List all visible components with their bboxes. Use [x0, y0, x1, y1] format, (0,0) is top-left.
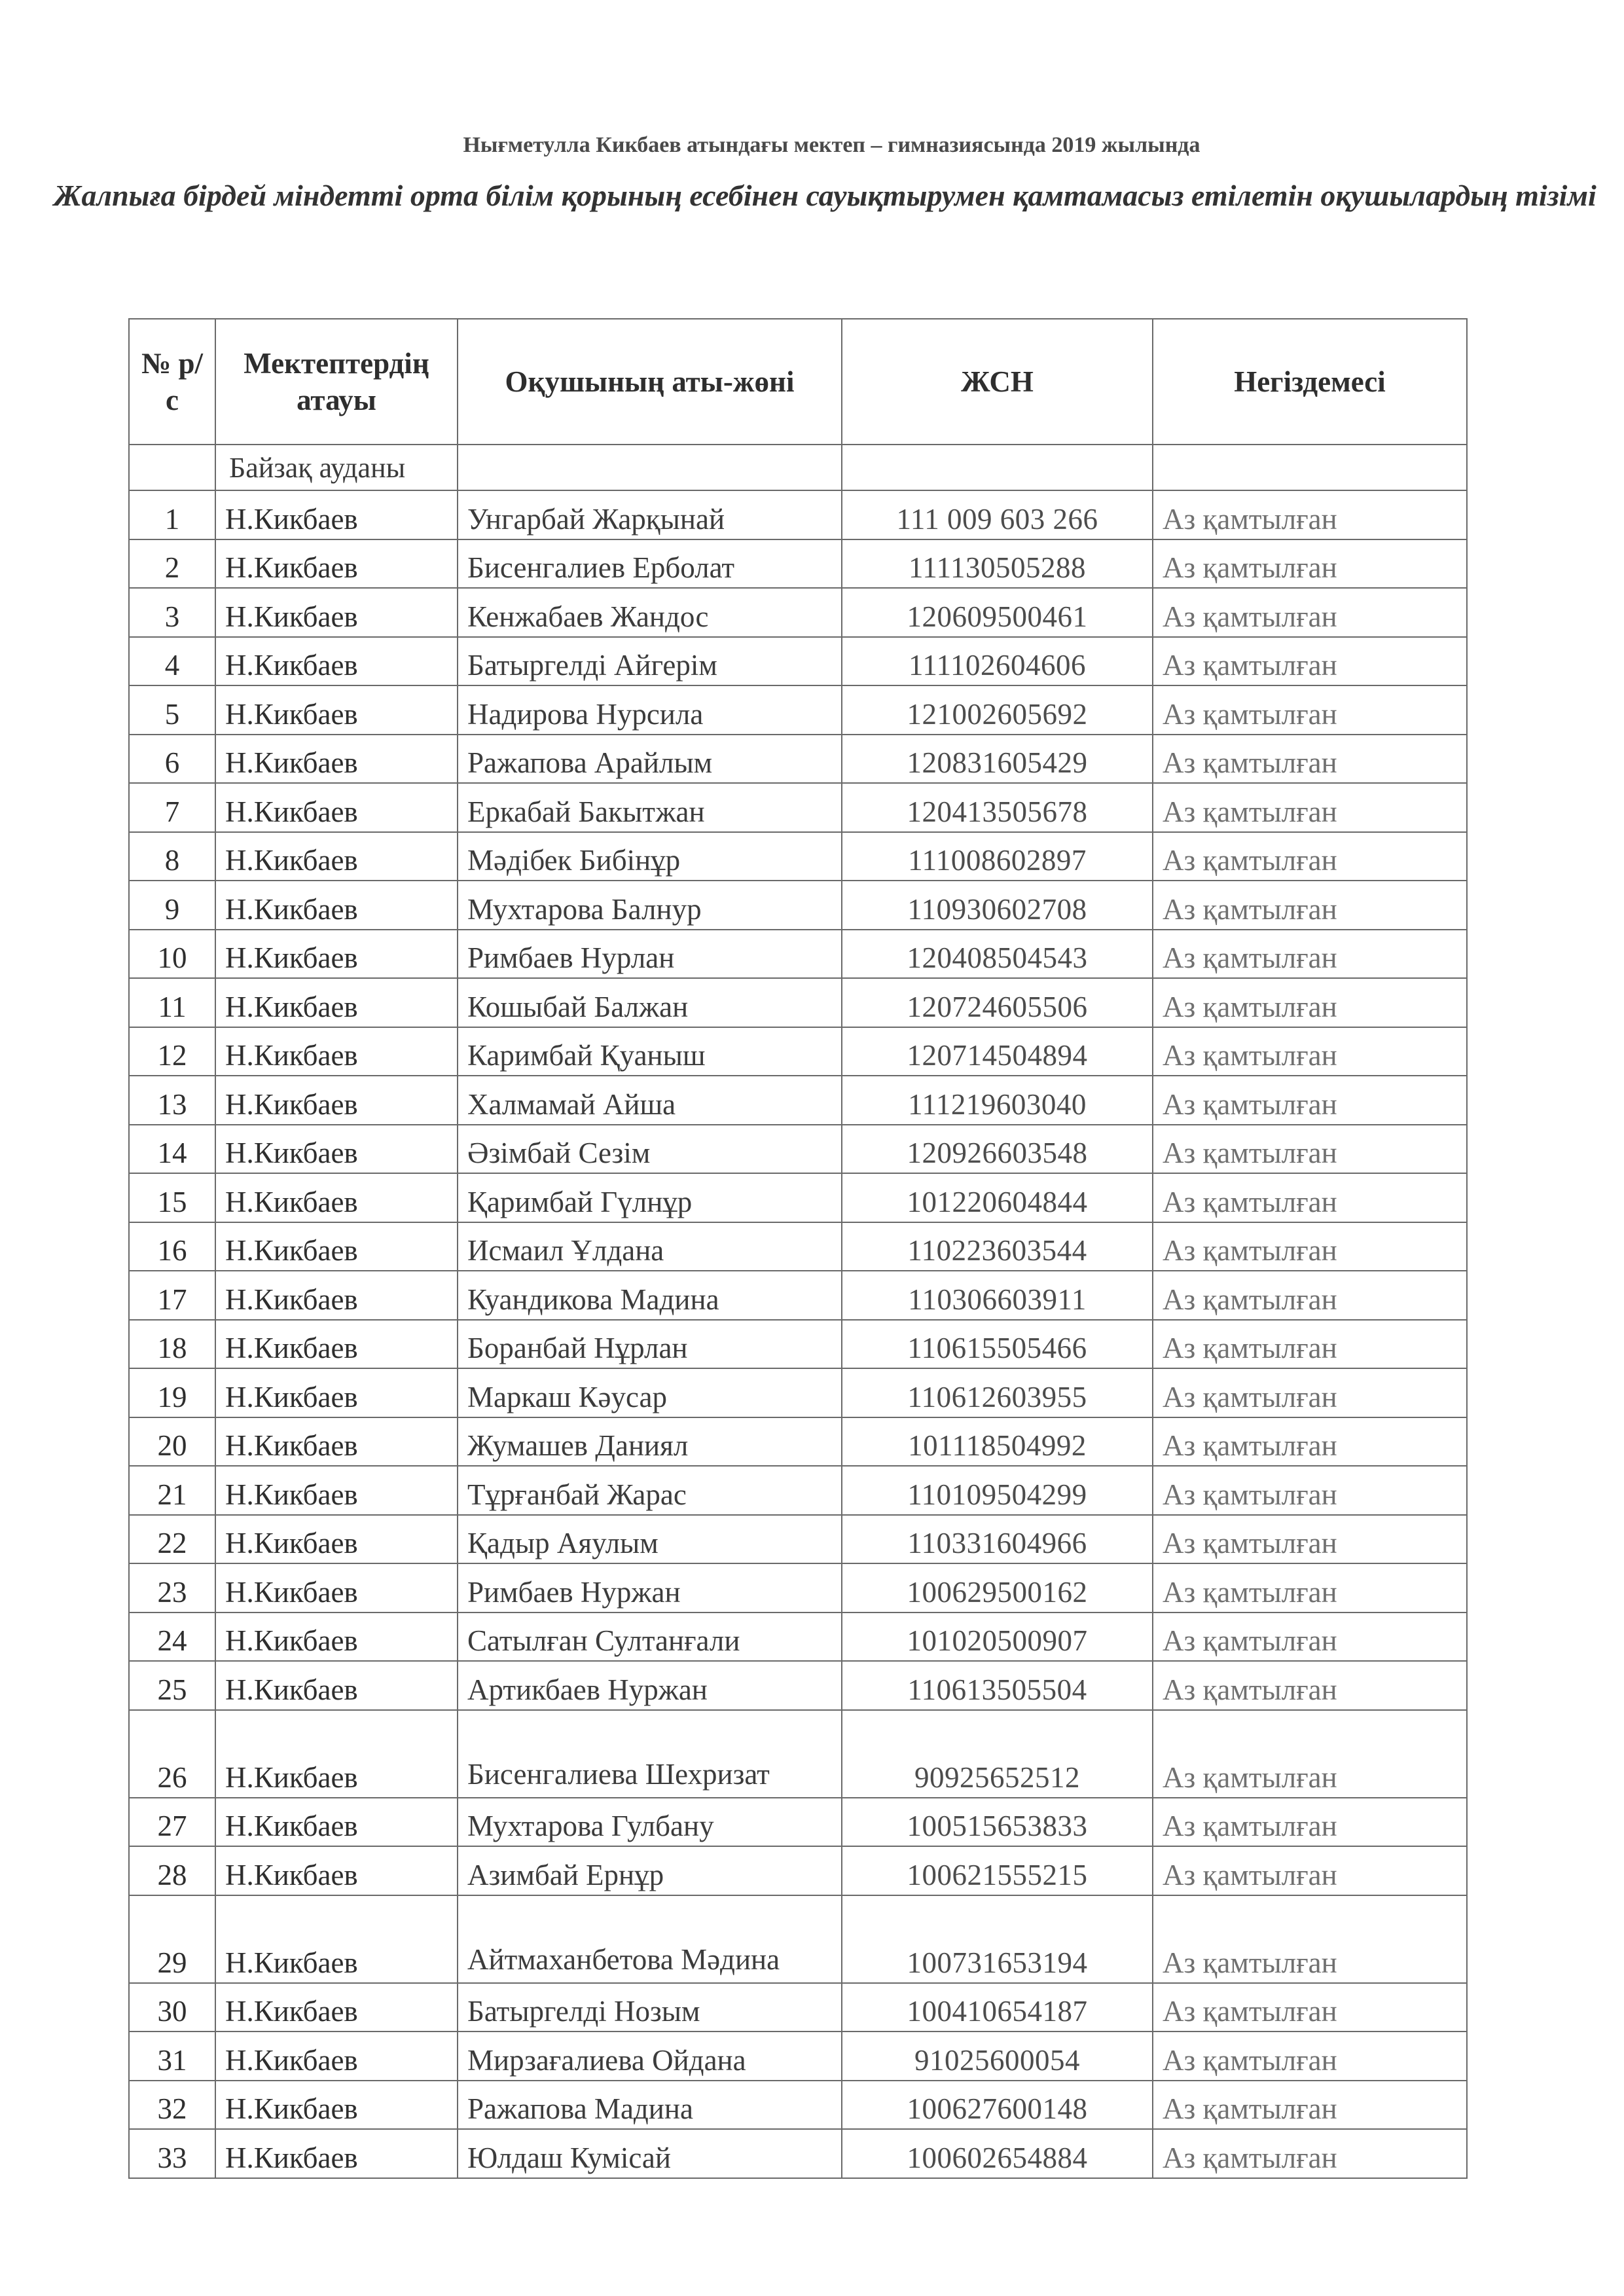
- table-row: [129, 1798, 1467, 1847]
- student-name: Римбаев Нуржан: [458, 1563, 842, 1613]
- basis-text: Аз қамтылған: [1153, 1076, 1467, 1125]
- table-row: [129, 881, 1467, 930]
- basis-text: Аз қамтылған: [1153, 1222, 1467, 1271]
- table-row: [129, 1563, 1467, 1613]
- student-iin: 100627600148: [842, 2081, 1153, 2130]
- column-header-school-label: Мектептердің атауы: [244, 347, 429, 416]
- basis-text: Аз қамтылған: [1153, 1417, 1467, 1467]
- student-iin: 121002605692: [842, 685, 1153, 735]
- basis-text: Аз қамтылған: [1153, 1320, 1467, 1369]
- student-iin: 110223603544: [842, 1222, 1153, 1271]
- table-row: [129, 1466, 1467, 1515]
- school-name: Н.Кикбаев: [215, 1271, 458, 1320]
- row-number: 22: [129, 1515, 215, 1564]
- student-name: Еркабай Бакытжан: [458, 783, 842, 832]
- school-name: Н.Кикбаев: [215, 1466, 458, 1515]
- student-iin: 110109504299: [842, 1466, 1153, 1515]
- basis-text: Аз қамтылған: [1153, 1563, 1467, 1613]
- student-name: Ражапова Арайлым: [458, 735, 842, 784]
- table-row: [129, 1613, 1467, 1662]
- student-name: Артикбаев Нуржан: [458, 1661, 842, 1710]
- student-name: Римбаев Нурлан: [458, 930, 842, 979]
- row-number: 12: [129, 1027, 215, 1076]
- student-iin: 111 009 603 266: [842, 490, 1153, 539]
- row-number: 1: [129, 490, 215, 539]
- student-iin: 111008602897: [842, 832, 1153, 881]
- student-name: Каримбай Қуаныш: [458, 1027, 842, 1076]
- table-row: [129, 1895, 1467, 1983]
- row-number: 31: [129, 2032, 215, 2081]
- student-iin: 120609500461: [842, 588, 1153, 637]
- table-row: [129, 978, 1467, 1027]
- student-name: Әзімбай Сезім: [458, 1125, 842, 1174]
- table-row: [129, 1222, 1467, 1271]
- row-number: 23: [129, 1563, 215, 1613]
- student-iin: 111102604606: [842, 637, 1153, 686]
- student-name: Батыргелді Айгерім: [458, 637, 842, 686]
- student-iin: 100629500162: [842, 1563, 1153, 1613]
- student-iin: 100515653833: [842, 1798, 1153, 1847]
- student-name: Мухтарова Гулбану: [458, 1798, 842, 1847]
- school-name: Н.Кикбаев: [215, 1983, 458, 2032]
- row-number: 11: [129, 978, 215, 1027]
- basis-text: Аз қамтылған: [1153, 783, 1467, 832]
- basis-text: Аз қамтылған: [1153, 1125, 1467, 1174]
- student-name: Бисенгалиева Шехризат: [458, 1710, 842, 1798]
- row-number: 14: [129, 1125, 215, 1174]
- student-name: Азимбай Ернұр: [458, 1846, 842, 1895]
- column-header-name: Оқушының аты-жөні: [458, 319, 842, 445]
- school-name: Н.Кикбаев: [215, 1846, 458, 1895]
- basis-text: Аз қамтылған: [1153, 832, 1467, 881]
- table-row: [129, 1076, 1467, 1125]
- school-name: Н.Кикбаев: [215, 1798, 458, 1847]
- student-name: Исмаил Ұлдана: [458, 1222, 842, 1271]
- row-number: 16: [129, 1222, 215, 1271]
- student-iin: 120413505678: [842, 783, 1153, 832]
- student-iin: 101118504992: [842, 1417, 1153, 1467]
- row-number: 4: [129, 637, 215, 686]
- table-row: [129, 1320, 1467, 1369]
- school-name: Н.Кикбаев: [215, 1125, 458, 1174]
- student-iin: 110930602708: [842, 881, 1153, 930]
- row-number: 10: [129, 930, 215, 979]
- school-name: Н.Кикбаев: [215, 685, 458, 735]
- table-row: [129, 1417, 1467, 1467]
- district-row: [129, 445, 1467, 490]
- school-name: Н.Кикбаев: [215, 1515, 458, 1564]
- student-name: Сатылған Султанғали: [458, 1613, 842, 1662]
- student-iin: 110306603911: [842, 1271, 1153, 1320]
- school-name: Н.Кикбаев: [215, 1076, 458, 1125]
- basis-text: Аз қамтылған: [1153, 2032, 1467, 2081]
- row-number: 32: [129, 2081, 215, 2130]
- student-iin: 111130505288: [842, 539, 1153, 589]
- table-row: [129, 1271, 1467, 1320]
- row-number: 33: [129, 2129, 215, 2178]
- table-row: [129, 1846, 1467, 1895]
- table-row: [129, 1661, 1467, 1710]
- student-iin: 110612603955: [842, 1368, 1153, 1417]
- document-title-line-2: Жалпыға бірдей міндетті орта білім қорының есебінен сауықтырумен қамтамасыз етілетін оқушылардың тізімі: [54, 179, 1597, 212]
- row-number: 19: [129, 1368, 215, 1417]
- district-name: Байзақ ауданы: [215, 445, 458, 490]
- school-name: Н.Кикбаев: [215, 930, 458, 979]
- table-row: [129, 2129, 1467, 2178]
- district-row-empty-cell: [129, 445, 215, 490]
- row-number: 7: [129, 783, 215, 832]
- student-name: Кенжабаев Жандос: [458, 588, 842, 637]
- school-name: Н.Кикбаев: [215, 783, 458, 832]
- basis-text: Аз қамтылған: [1153, 1613, 1467, 1662]
- district-row-empty-cell: [458, 445, 842, 490]
- table-row: [129, 783, 1467, 832]
- row-number: 24: [129, 1613, 215, 1662]
- basis-text: Аз қамтылған: [1153, 1466, 1467, 1515]
- row-number: 29: [129, 1895, 215, 1983]
- student-iin: 90925652512: [842, 1710, 1153, 1798]
- basis-text: Аз қамтылған: [1153, 1027, 1467, 1076]
- row-number: 18: [129, 1320, 215, 1369]
- student-name: Халмамай Айша: [458, 1076, 842, 1125]
- school-name: Н.Кикбаев: [215, 588, 458, 637]
- district-row-empty-cell: [1153, 445, 1467, 490]
- table-row: [129, 490, 1467, 539]
- table-row: [129, 930, 1467, 979]
- row-number: 9: [129, 881, 215, 930]
- student-iin: 120408504543: [842, 930, 1153, 979]
- basis-text: Аз қамтылған: [1153, 1798, 1467, 1847]
- student-name: Куандикова Мадина: [458, 1271, 842, 1320]
- basis-text: Аз қамтылған: [1153, 1661, 1467, 1710]
- student-name: Қаримбай Гүлнұр: [458, 1173, 842, 1222]
- school-name: Н.Кикбаев: [215, 1710, 458, 1798]
- school-name: Н.Кикбаев: [215, 1661, 458, 1710]
- table-row: [129, 1983, 1467, 2032]
- school-name: Н.Кикбаев: [215, 1563, 458, 1613]
- student-name: Мухтарова Балнур: [458, 881, 842, 930]
- student-iin: 110331604966: [842, 1515, 1153, 1564]
- student-name: Мирзағалиева Ойдана: [458, 2032, 842, 2081]
- students-table: [128, 318, 1468, 2179]
- table-row: [129, 539, 1467, 589]
- student-name: Надирова Нурсила: [458, 685, 842, 735]
- row-number: 5: [129, 685, 215, 735]
- basis-text: Аз қамтылған: [1153, 881, 1467, 930]
- basis-text: Аз қамтылған: [1153, 539, 1467, 589]
- school-name: Н.Кикбаев: [215, 832, 458, 881]
- table-header-row: [129, 319, 1467, 445]
- column-header-no: [129, 319, 215, 445]
- column-header-no-label: № р/с: [141, 347, 203, 416]
- school-name: Н.Кикбаев: [215, 2081, 458, 2130]
- basis-text: Аз қамтылған: [1153, 1271, 1467, 1320]
- table-row: [129, 685, 1467, 735]
- student-name: Қадыр Аяулым: [458, 1515, 842, 1564]
- student-name: Унгарбай Жарқынай: [458, 490, 842, 539]
- table-row: [129, 2032, 1467, 2081]
- row-number: 26: [129, 1710, 215, 1798]
- basis-text: Аз қамтылған: [1153, 1710, 1467, 1798]
- row-number: 15: [129, 1173, 215, 1222]
- student-iin: 120926603548: [842, 1125, 1153, 1174]
- school-name: Н.Кикбаев: [215, 1368, 458, 1417]
- table-row: [129, 588, 1467, 637]
- row-number: 13: [129, 1076, 215, 1125]
- school-name: Н.Кикбаев: [215, 2032, 458, 2081]
- student-name: Мәдібек Бибінұр: [458, 832, 842, 881]
- school-name: Н.Кикбаев: [215, 2129, 458, 2178]
- student-iin: 110613505504: [842, 1661, 1153, 1710]
- basis-text: Аз қамтылған: [1153, 1983, 1467, 2032]
- student-name: Жумашев Даниял: [458, 1417, 842, 1467]
- student-name: Боранбай Нұрлан: [458, 1320, 842, 1369]
- school-name: Н.Кикбаев: [215, 1173, 458, 1222]
- row-number: 25: [129, 1661, 215, 1710]
- school-name: Н.Кикбаев: [215, 539, 458, 589]
- row-number: 6: [129, 735, 215, 784]
- student-iin: 120724605506: [842, 978, 1153, 1027]
- column-header-iin: ЖСН: [842, 319, 1153, 445]
- student-name: Тұрғанбай Жарас: [458, 1466, 842, 1515]
- table-row: [129, 1173, 1467, 1222]
- table-row: [129, 1368, 1467, 1417]
- row-number: 2: [129, 539, 215, 589]
- district-row-empty-cell: [842, 445, 1153, 490]
- basis-text: Аз қамтылған: [1153, 1895, 1467, 1983]
- row-number: 17: [129, 1271, 215, 1320]
- student-iin: 120714504894: [842, 1027, 1153, 1076]
- student-iin: 100731653194: [842, 1895, 1153, 1983]
- student-name: Бисенгалиев Ерболат: [458, 539, 842, 589]
- table-row: [129, 1710, 1467, 1798]
- student-name: Батыргелді Нозым: [458, 1983, 842, 2032]
- student-iin: 100621555215: [842, 1846, 1153, 1895]
- school-name: Н.Кикбаев: [215, 1417, 458, 1467]
- student-iin: 120831605429: [842, 735, 1153, 784]
- basis-text: Аз қамтылған: [1153, 930, 1467, 979]
- school-name: Н.Кикбаев: [215, 490, 458, 539]
- school-name: Н.Кикбаев: [215, 1222, 458, 1271]
- table-row: [129, 637, 1467, 686]
- school-name: Н.Кикбаев: [215, 637, 458, 686]
- row-number: 8: [129, 832, 215, 881]
- basis-text: Аз қамтылған: [1153, 1368, 1467, 1417]
- school-name: Н.Кикбаев: [215, 735, 458, 784]
- table-row: [129, 832, 1467, 881]
- row-number: 28: [129, 1846, 215, 1895]
- student-iin: 101220604844: [842, 1173, 1153, 1222]
- document-title-line-1: Нығметулла Кикбаев атындағы мектеп – гимназиясында 2019 жылында: [463, 133, 1200, 157]
- basis-text: Аз қамтылған: [1153, 1173, 1467, 1222]
- basis-text: Аз қамтылған: [1153, 2129, 1467, 2178]
- student-name: Ражапова Мадина: [458, 2081, 842, 2130]
- basis-text: Аз қамтылған: [1153, 637, 1467, 686]
- student-iin: 110615505466: [842, 1320, 1153, 1369]
- basis-text: Аз қамтылған: [1153, 2081, 1467, 2130]
- row-number: 30: [129, 1983, 215, 2032]
- student-iin: 111219603040: [842, 1076, 1153, 1125]
- basis-text: Аз қамтылған: [1153, 1846, 1467, 1895]
- student-iin: 91025600054: [842, 2032, 1153, 2081]
- student-iin: 101020500907: [842, 1613, 1153, 1662]
- school-name: Н.Кикбаев: [215, 978, 458, 1027]
- student-iin: 100602654884: [842, 2129, 1153, 2178]
- basis-text: Аз қамтылған: [1153, 685, 1467, 735]
- row-number: 27: [129, 1798, 215, 1847]
- student-name: Маркаш Кәусар: [458, 1368, 842, 1417]
- basis-text: Аз қамтылған: [1153, 735, 1467, 784]
- row-number: 20: [129, 1417, 215, 1467]
- column-header-basis: Негіздемесі: [1153, 319, 1467, 445]
- basis-text: Аз қамтылған: [1153, 1515, 1467, 1564]
- student-name: Айтмаханбетова Мәдина: [458, 1895, 842, 1983]
- school-name: Н.Кикбаев: [215, 1027, 458, 1076]
- table-row: [129, 1027, 1467, 1076]
- student-iin: 100410654187: [842, 1983, 1153, 2032]
- row-number: 21: [129, 1466, 215, 1515]
- student-name: Юлдаш Кумісай: [458, 2129, 842, 2178]
- school-name: Н.Кикбаев: [215, 1613, 458, 1662]
- table-row: [129, 1515, 1467, 1564]
- row-number: 3: [129, 588, 215, 637]
- basis-text: Аз қамтылған: [1153, 588, 1467, 637]
- student-name: Кошыбай Балжан: [458, 978, 842, 1027]
- table-row: [129, 735, 1467, 784]
- column-header-school: [215, 319, 458, 445]
- basis-text: Аз қамтылған: [1153, 490, 1467, 539]
- table-row: [129, 2081, 1467, 2130]
- school-name: Н.Кикбаев: [215, 1895, 458, 1983]
- table-row: [129, 1125, 1467, 1174]
- basis-text: Аз қамтылған: [1153, 978, 1467, 1027]
- school-name: Н.Кикбаев: [215, 881, 458, 930]
- school-name: Н.Кикбаев: [215, 1320, 458, 1369]
